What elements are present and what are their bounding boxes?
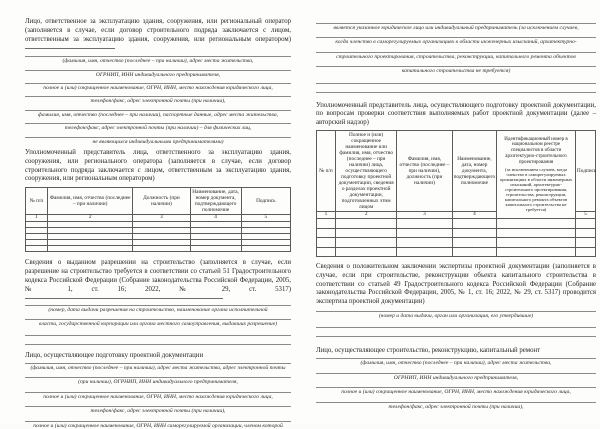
registry-id-note: (за исключением случаев, когда членство в саморегулируемых организациях в области инженерных изысканий, архитектурно-строительного проектирования, строительства, реконструкции, капитального ремонта объектов капитального строительства не требуется) bbox=[499, 166, 573, 213]
form-line bbox=[316, 358, 596, 366]
registry-id-main: Идентификационный номер в национальном реестре специалистов в области архитектурно-строительного проектирования bbox=[504, 136, 568, 165]
col-header-signature: Подпись bbox=[575, 131, 595, 212]
empty-cell bbox=[497, 247, 576, 257]
col-number: 2 bbox=[47, 215, 132, 222]
empty-cell bbox=[452, 238, 497, 248]
col-number: 3 bbox=[133, 215, 190, 222]
heading-design-person: Лицо, осуществляющее подготовку проектной документации bbox=[25, 352, 204, 360]
line-caption: полное и (или) сокращенное наименование, ОГРН, ИНН саморегулируемой организации, членом которой bbox=[33, 422, 283, 429]
blank-line bbox=[316, 92, 596, 93]
empty-cell bbox=[397, 238, 452, 248]
table-header-row bbox=[317, 131, 596, 212]
line-caption: полное и (или) сокращенное наименование, ОГРН, ИНН, место нахождения юридического лица, bbox=[341, 389, 571, 396]
blank-underline bbox=[25, 44, 115, 49]
table-empty-row bbox=[317, 238, 596, 248]
page-right bbox=[316, 0, 596, 410]
col-number: 5 bbox=[575, 212, 595, 219]
empty-cell bbox=[317, 238, 336, 248]
empty-cell bbox=[397, 219, 452, 229]
line-caption: власти, государственной корпорации или органа местного самоуправления, выдавших разрешение) bbox=[38, 320, 278, 327]
empty-cell bbox=[575, 219, 595, 229]
form-line bbox=[25, 305, 291, 313]
empty-cell bbox=[241, 246, 290, 252]
empty-cell bbox=[317, 228, 336, 238]
col-header-document: Наименование, дата, номер документа, подтверждающего полномочие bbox=[452, 131, 497, 212]
table-empty-row bbox=[26, 246, 291, 252]
col-number: 4 bbox=[190, 215, 241, 222]
form-line bbox=[316, 373, 596, 381]
col-header-registry-id bbox=[497, 131, 576, 219]
empty-cell bbox=[397, 228, 452, 238]
empty-cell bbox=[575, 238, 595, 248]
form-line bbox=[25, 363, 291, 371]
table-empty-row bbox=[317, 228, 596, 238]
col-header-designer: Полное и (или) сокращенное наименование или фамилия, имя, отчество (последнее – при наличии) лица, осуществляющего подготовку проектной документации, сведения о разделах проектной документации, подготовленных этим лицом bbox=[335, 131, 396, 212]
para-responsible-person bbox=[25, 18, 291, 53]
line-caption: не являющихся индивидуальными предпринимателями) bbox=[92, 138, 224, 145]
empty-cell bbox=[575, 247, 595, 257]
blank-line bbox=[25, 344, 291, 345]
col-header-number: № п/п bbox=[317, 131, 336, 212]
empty-cell bbox=[26, 246, 48, 252]
line-caption: телефон/факс, адрес электронной почты (при наличии), bbox=[388, 403, 524, 410]
form-line bbox=[316, 387, 596, 395]
empty-cell bbox=[317, 219, 336, 229]
line-caption: (фамилия, имя, отчество (последнее – при наличии), адрес места жительства, bbox=[62, 58, 254, 65]
empty-cell bbox=[133, 246, 190, 252]
empty-cell bbox=[335, 238, 396, 248]
line-caption: (фамилия, имя, отчество (последнее – при наличии), адрес места жительства, bbox=[360, 360, 552, 367]
form-line bbox=[25, 123, 291, 131]
line-caption: является указанное юридическое лицо или индивидуальный предприниматель (за исключением случаев, bbox=[333, 25, 579, 31]
line-caption: (фамилия, имя, отчество (последнее – при наличии), адрес места жительства, адрес электронной почты bbox=[30, 365, 286, 372]
form-line bbox=[25, 56, 291, 64]
line-caption: телефон/факс, адрес электронной почты (при наличии) – для физических лиц, bbox=[64, 125, 252, 132]
heading-builder: Лицо, осуществляющее строительство, реконструкцию, капитальный ремонт bbox=[316, 347, 541, 355]
col-number: 3 bbox=[397, 212, 452, 219]
empty-cell bbox=[190, 246, 241, 252]
line-caption: телефон/факс, адрес электронной почты (при наличии), bbox=[90, 98, 226, 105]
form-line bbox=[25, 406, 291, 414]
empty-cell bbox=[452, 247, 497, 257]
empty-cell bbox=[335, 219, 396, 229]
form-line bbox=[25, 319, 291, 327]
form-line bbox=[25, 421, 291, 429]
form-line bbox=[316, 311, 596, 319]
col-header-name: Фамилия, имя, отчество (последнее – при наличии) bbox=[47, 188, 132, 215]
col-number: 1 bbox=[317, 212, 336, 219]
line-caption: (при наличии), ОГРНИП, ИНН индивидуального предпринимателя, bbox=[78, 379, 238, 386]
col-header-name: Фамилия, имя, отчество (последнее – при наличии), должность (при наличии) bbox=[397, 131, 452, 212]
col-number: 4 bbox=[452, 212, 497, 219]
column-numbers-row bbox=[26, 215, 291, 222]
blank-underline bbox=[25, 294, 223, 299]
para-permit-text: Сведения о выданном разрешении на строительство (заполняется в случае, если разрешение на строительство требуется в соответствии со статьей 51 Градостроительного кодекса Российской Федерации (Собрание законодательства Российской Федерации, 2005, № 1, ст. 16; 2022, № 29, ст. 5317) bbox=[25, 259, 291, 293]
table-header-row bbox=[26, 188, 291, 215]
form-line bbox=[25, 96, 291, 104]
para-expertise: Сведения о положительном заключении экспертизы проектной документации (заполняется в случае, если при строительстве, реконструкции объекта капитального строительства в соответствии со статьей 49 Градостроительного кодекса Российской Федерации (Собрание законодательства Российской Федерации, 2005, № 1, ст. 16; 2022, № 29, ст. 5317) проводится экспертиза проектной документации) bbox=[316, 263, 596, 306]
line-caption: фамилия, имя, отчество (последнее – при наличии), паспортные данные, адрес места жительства, bbox=[37, 111, 279, 118]
empty-cell bbox=[452, 228, 497, 238]
form-line bbox=[316, 402, 596, 410]
form-line bbox=[25, 110, 291, 118]
col-number: 5 bbox=[241, 215, 290, 222]
table-empty-row bbox=[317, 247, 596, 257]
empty-cell bbox=[335, 228, 396, 238]
para-responsible-text: Лицо, ответственное за эксплуатацию здания, сооружения, или региональный оператор (заполняется в случае, если договор строительного подряда заключается с лицом, ответственным за эксплуатацию здания, сооружения, или региональным оператором) bbox=[25, 18, 291, 43]
col-header-number: № п/п bbox=[26, 188, 48, 215]
line-caption: когда членство в саморегулируемых организациях в области инженерных изысканий, архитектурно- bbox=[335, 39, 577, 46]
representatives-table bbox=[25, 187, 291, 252]
form-line bbox=[25, 137, 291, 145]
col-header-signature: Подпись bbox=[241, 188, 290, 215]
empty-cell bbox=[317, 247, 336, 257]
empty-cell bbox=[497, 219, 576, 229]
empty-cell bbox=[47, 246, 132, 252]
para-authorized-representative: Уполномоченный представитель лица, ответственного за эксплуатацию здания, сооружения, или регионального оператора (заполняется в случае, если договор строительного подряда заключается с лицом, ответственным за эксплуатацию здания, сооружения, или региональным оператором) bbox=[25, 149, 291, 183]
para-construction-permit bbox=[25, 259, 291, 303]
line-caption: полное и (или) сокращенное наименование, ОГРН, ИНН, место нахождения юридического лица, bbox=[43, 393, 273, 400]
blank-line bbox=[316, 83, 596, 84]
line-caption: полное и (или) сокращенное наименование, ОГРН, ИНН, место нахождения юридического лица, bbox=[43, 85, 273, 91]
para-author-supervision: Уполномоченный представитель лица, осуществляющего подготовку проектной документации, по вопросам проверки соответствия выполняемых работ проектной документации (далее – авторский надзор) bbox=[316, 101, 596, 127]
line-caption: капитального строительства не требуется) bbox=[401, 68, 511, 75]
form-line bbox=[316, 23, 596, 31]
empty-cell bbox=[497, 238, 576, 248]
blank-line bbox=[25, 335, 291, 336]
page-left bbox=[25, 0, 291, 429]
form-line bbox=[25, 377, 291, 385]
blank-line bbox=[316, 327, 596, 328]
table-empty-row bbox=[317, 219, 596, 229]
empty-cell bbox=[335, 247, 396, 257]
line-caption: ОГРНИП, ИНН индивидуального предпринимателя, bbox=[95, 71, 221, 78]
line-caption: (номер, дата выдачи разрешения на строительство, наименование органа исполнительной bbox=[48, 307, 268, 314]
line-caption: строительного проектирования, строительства, реконструкции, капитального ремонта объектов bbox=[336, 53, 576, 60]
empty-cell bbox=[397, 247, 452, 257]
blank-line bbox=[316, 336, 596, 337]
empty-cell bbox=[575, 228, 595, 238]
form-line bbox=[316, 52, 596, 60]
line-caption: телефон/факс, адрес электронной почты (при наличии), bbox=[90, 408, 226, 415]
col-header-document: Наименование, дата, номер документа, подтверждающего полномочие bbox=[190, 188, 241, 215]
line-caption: ОГРНИП, ИНН индивидуального предпринимателя, bbox=[393, 374, 519, 381]
form-line bbox=[25, 392, 291, 400]
author-supervision-table bbox=[316, 130, 596, 257]
form-line bbox=[316, 37, 596, 45]
line-caption: (номер и дата выдачи, орган или организация, его утвердившие) bbox=[378, 313, 534, 319]
form-line bbox=[25, 70, 291, 78]
form-line bbox=[316, 66, 596, 74]
empty-cell bbox=[497, 228, 576, 238]
form-line bbox=[25, 83, 291, 91]
col-number: 2 bbox=[335, 212, 396, 219]
empty-cell bbox=[452, 219, 497, 229]
col-header-position: Должность (при наличии) bbox=[133, 188, 190, 215]
col-number: 1 bbox=[26, 215, 48, 222]
